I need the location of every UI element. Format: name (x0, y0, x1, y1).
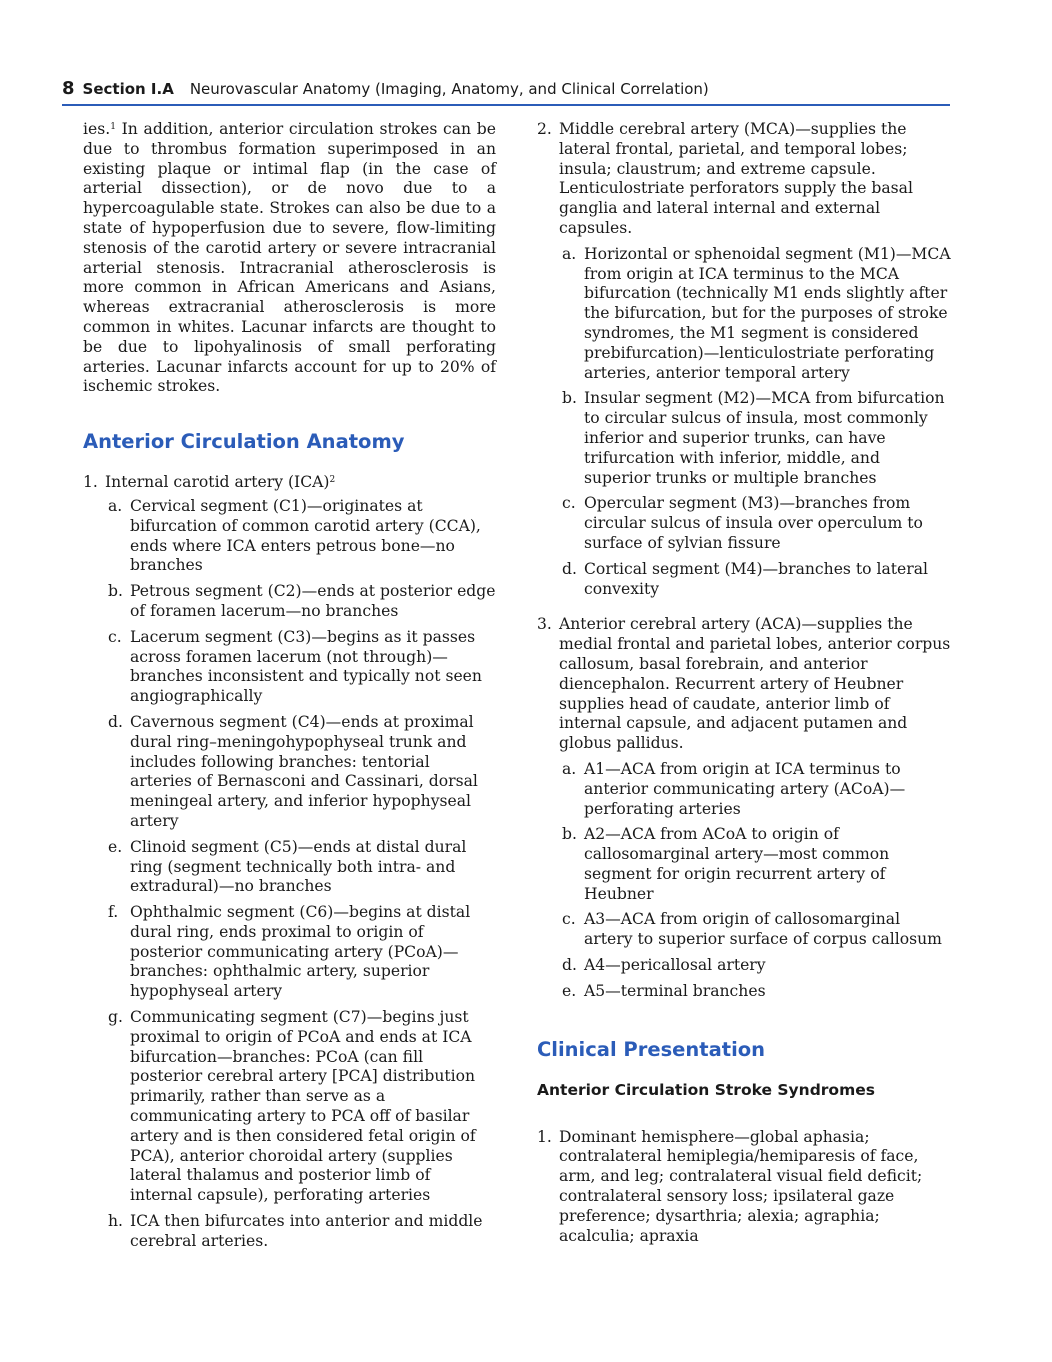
intro-paragraph (83, 120, 496, 397)
chapter-title: Neurovascular Anatomy (Imaging, Anatomy, and Clinical Correlation) (189, 80, 709, 98)
list-subitem (537, 825, 951, 904)
section-heading-anterior-circulation: Anterior Circulation Anatomy (83, 430, 405, 454)
list-letter: b. (562, 389, 577, 408)
list-text (105, 473, 496, 493)
list-subitem (537, 760, 951, 819)
running-header (62, 76, 950, 106)
list-subitem-text: Communicating segment (C7)—begins just proximal to origin of PCoA and ends at ICA bifurcation—branches: PCoA (can fill posterior cerebral artery [PCA] distribution primarily, rather than serve as a communicating artery to PCA off of basilar artery and is then considered fetal origin of PCA), anterior choroidal artery (supplies lateral thalamus and posterior limb of internal capsule), perforating arteries (130, 1008, 476, 1205)
list-item-aca (537, 615, 951, 754)
list-letter: b. (108, 582, 123, 601)
list-subitem-text: A2—ACA from ACoA to origin of callosomarginal artery—most common segment for origin recurrent artery of Heubner (584, 825, 890, 903)
list-number: 1. (83, 473, 98, 492)
list-subitem (537, 245, 951, 384)
list-letter: g. (108, 1008, 123, 1027)
reference-superscript: 1 (110, 122, 116, 132)
list-subitem (537, 560, 951, 600)
list-subitem (83, 838, 496, 897)
list-subitem (537, 956, 951, 976)
list-subitem (83, 903, 496, 1002)
list-number: 2. (537, 120, 552, 138)
intro-text-start: ies. (83, 120, 111, 138)
ica-title: Internal carotid artery (ICA) (105, 473, 330, 492)
list-text: Anterior cerebral artery (ACA)—supplies the medial frontal and parietal lobes, anterior corpus callosum, basal forebrain, and anterior diencephalon. Recurrent artery of Heubner supplies head of caudate, anterior limb of internal capsule, and adjacent putamen and globus pallidus. (559, 615, 951, 753)
list-subitem-text: A4—pericallosal artery (584, 956, 766, 975)
list-item-mca (537, 120, 951, 239)
reference-superscript: 2 (329, 475, 336, 486)
list-subitem-text: Insular segment (M2)—MCA from bifurcation to circular sulcus of insula, most commonly inferior and superior trunks, can have trifurcation with inferior, middle, and superior trunks or multiple branches (584, 389, 945, 487)
list-letter: d. (562, 956, 577, 975)
list-subitem-text: Lacerum segment (C3)—begins as it passes across foramen lacerum (not through)—branches inconsistent and typically not seen angiographically (130, 627, 482, 706)
list-subitem-text: ICA then bifurcates into anterior and middle cerebral arteries. (130, 1212, 483, 1250)
list-subitem (83, 1212, 496, 1252)
list-letter: a. (108, 496, 123, 515)
list-letter: a. (562, 244, 577, 263)
list-text: Dominant hemisphere—global aphasia; contralateral hemiplegia/hemiparesis of face, arm, and leg; contralateral visual field deficit; contralateral sensory loss; ipsilateral gaze preference; dysarthria; alexia; agraphia; acalculia; apraxia (559, 1127, 923, 1245)
list-item-syndrome (537, 1128, 951, 1247)
list-letter: c. (562, 910, 576, 929)
subsection-heading: Anterior Circulation Stroke Syndromes (537, 1080, 875, 1099)
list-subitem (83, 1008, 496, 1206)
intro-text-body: In addition, anterior circulation strokes can be due to thrombus formation superimposed in an existing plaque or intimal flap (in the case of arterial dissection), or de novo due to a hypercoagulable state. Strokes can also be due to a state of hypoperfusion due to severe, flow-limiting stenosis of the carotid artery or severe intracranial arterial stenosis. Intracranial atherosclerosis is more common in African Americans and Asians, whereas extracranial atherosclerosis is more common in whites. Lacunar infarcts are thought to be due to lipohyalinosis of small perforating arteries. Lacunar infarcts account for up to 20% of ischemic strokes. (83, 120, 496, 396)
list-subitem-text: Horizontal or sphenoidal segment (M1)—MCA from origin at ICA terminus to the MCA bifurcation (technically M1 ends slightly after the bifurcation, but for the purposes of stroke syndromes, the M1 segment is considered prebifurcation)—lenticulostriate perforating arteries, anterior temporal artery (584, 244, 951, 382)
list-text: Middle cerebral artery (MCA)—supplies the lateral frontal, parietal, and temporal lobes; insula; claustrum; and extreme capsule. Lenticulostriate perforators supply the basal ganglia and lateral internal and external capsules. (559, 120, 913, 237)
list-subitem (83, 713, 496, 832)
list-subitem (83, 582, 496, 622)
list-letter: f. (108, 903, 119, 922)
list-subitem-text: Petrous segment (C2)—ends at posterior edge of foramen lacerum—no branches (130, 582, 496, 620)
list-item-ica (83, 473, 496, 493)
list-letter: c. (108, 627, 122, 646)
list-letter: e. (562, 981, 577, 1000)
section-heading-clinical-presentation: Clinical Presentation (537, 1037, 766, 1061)
list-subitem-text: Cervical segment (C1)—originates at bifurcation of common carotid artery (CCA), ends where ICA enters petrous bone—no branches (130, 496, 481, 575)
list-number: 3. (537, 615, 552, 634)
list-subitem-text: Cavernous segment (C4)—ends at proximal dural ring–meningohypophyseal trunk and includes following branches: tentorial arteries of Bernasconi and Cassinari, dorsal meningeal artery, and inferior hypophyseal artery (130, 712, 478, 830)
list-letter: e. (108, 837, 123, 856)
list-subitem (537, 494, 951, 553)
right-column (537, 120, 951, 1246)
list-subitem-text: Ophthalmic segment (C6)—begins at distal dural ring, ends proximal to origin of posterior communicating artery (PCoA)—branches: ophthalmic artery, superior hypophyseal artery (130, 903, 471, 1001)
list-subitem-text: Clinoid segment (C5)—ends at distal dural ring (segment technically both intra- and extradural)—no branches (130, 837, 467, 896)
list-letter: h. (108, 1212, 123, 1231)
list-subitem-text: A3—ACA from origin of callosomarginal artery to superior surface of corpus callosum (584, 910, 942, 949)
list-letter: d. (108, 712, 123, 731)
list-subitem (537, 389, 951, 488)
left-column (83, 120, 496, 1252)
list-subitem (83, 497, 496, 576)
list-subitem (83, 628, 496, 707)
list-letter: c. (562, 494, 576, 513)
list-subitem (537, 982, 951, 1002)
list-subitem-text: A5—terminal branches (584, 981, 766, 1000)
list-letter: b. (562, 825, 577, 844)
list-letter: a. (562, 759, 577, 778)
section-label: Section I.A (82, 80, 174, 98)
page-number: 8 (62, 78, 75, 99)
list-subitem-text: A1—ACA from origin at ICA terminus to anterior communicating artery (ACoA)—perforating arteries (584, 759, 906, 818)
list-subitem-text: Opercular segment (M3)—branches from circular sulcus of insula over operculum to surface of sylvian fissure (584, 494, 923, 552)
list-subitem (537, 910, 951, 950)
list-letter: d. (562, 559, 577, 578)
list-number: 1. (537, 1127, 552, 1146)
list-subitem-text: Cortical segment (M4)—branches to lateral convexity (584, 559, 929, 598)
